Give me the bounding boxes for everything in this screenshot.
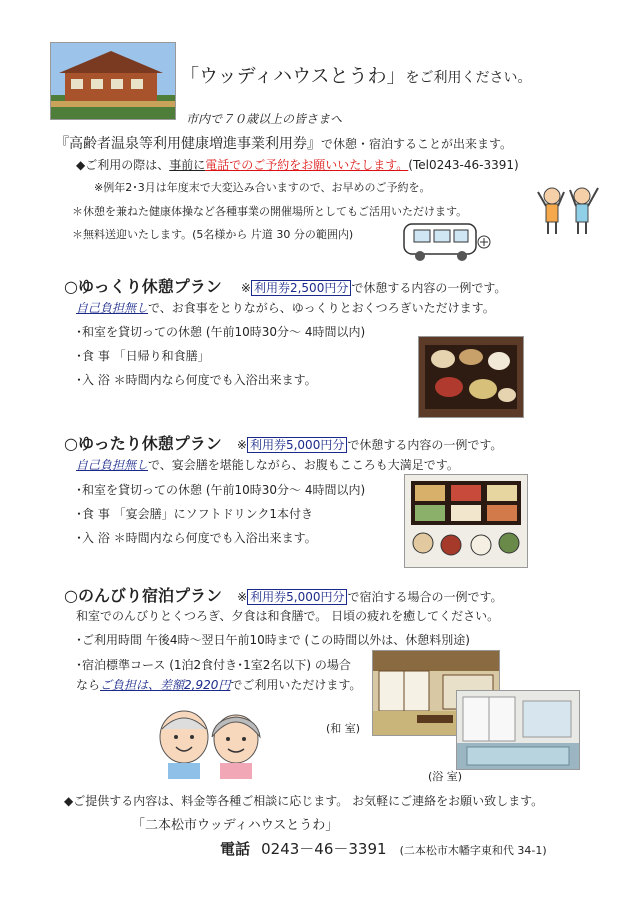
plan-2-lead [76,458,459,472]
plan-2-lead-rest: で、宴会膳を堪能しながら、お腹もこころも大満足です。 [148,458,459,472]
plan-2-header [64,431,502,454]
plan-3-header [64,583,503,606]
plan-1-ticket-value: 利用券2,500円分 [251,280,351,296]
plan-2-item: ･入 浴 ＊時間内なら何度でも入浴出来ます。 [76,531,317,545]
plan-2-ticket-suffix: で休憩する内容の一例です。 [347,438,503,452]
phone-label: 電話 [220,840,251,858]
plan-3-item: ･ご利用時間 午後4時～翌日午前10時まで (この時間以外は、休憩料別途) [76,633,470,647]
plan-3-cost-suffix: でご利用いただけます。 [230,678,362,692]
facility-name: 「ウッディハウスとうわ」 [180,65,406,87]
plan-1-lead-free: 自己負担無し [76,301,149,315]
busy-season-note: ※例年2･3月は年度末で大変込み合いますので、お早めのご予約を。 [94,181,431,194]
address: (二本松市木幡字東和代 34-1) [399,844,547,857]
plan-3-item: ･宿泊標準コース (1泊2食付き･1室2名以下) の場合 [76,658,351,672]
plan-2-item: ･食 事 「宴会膳」にソフトドリンク1本付き [76,507,314,521]
plan-3-lead: 和室でのんびりとくつろぎ、夕食は和食膳で。 日頃の疲れを癒してください。 [76,609,500,623]
ticket-name: 『高齢者温泉等利用健康増進事業利用券』 [55,136,321,152]
event-venue-note: ＊休憩を兼ねた健康体操など各種事業の開催場所としてもご活用いただけます。 [72,205,468,218]
plan-2-ticket-prefix: ※ [236,438,247,452]
plan-1-lead [76,301,495,315]
banquet-set-photo [404,474,528,568]
plan-1-item: ･食 事 「日帰り和食膳」 [76,349,210,363]
page-title [180,61,532,88]
plan-2-item: ･和室を貸切っての休憩 (午前10時30分～ 4時間以内) [76,483,366,497]
note-tel: (Tel0243-46-3391) [408,158,519,172]
plan-3-title: ○のんびり宿泊プラン [64,586,222,605]
building-photo [50,42,176,120]
footer-facility: 「二本松市ウッディハウスとうわ」 [132,818,339,833]
plan-3-cost [76,678,361,692]
audience-line: 市内で７０歳以上の皆さまへ [186,112,343,126]
plan-1-ticket-suffix: で休憩する内容の一例です。 [351,281,507,295]
elderly-couple-illustration [148,707,272,779]
plan-2-ticket-value: 利用券5,000円分 [247,437,347,453]
plan-2-lead-free: 自己負担無し [76,458,149,472]
phone-number: 0243－46－3391 [261,840,387,858]
bathroom-photo [456,690,580,770]
plan-1-ticket-prefix: ※ [240,281,251,295]
title-suffix: をご利用ください。 [405,70,532,86]
footer-note: ◆ご提供する内容は、料金等各種ご相談に応じます。 お気軽にご連絡をお願い致します。 [64,794,544,808]
footer-contact [220,838,547,859]
plan-3-ticket-prefix: ※ [237,590,248,604]
plan-3-cost-prefix: なら [76,678,101,692]
exercise-illustration [534,176,604,236]
ticket-suffix: で休憩・宿泊することが出来ます。 [321,137,513,151]
lunch-set-photo [418,336,524,418]
plan-3-ticket-value: 利用券5,000円分 [247,589,347,605]
plan-2-title: ○ゆったり休憩プラン [64,434,222,453]
plan-1-lead-rest: で、お食事をとりながら、ゆっくりとおくつろぎいただけます。 [148,301,495,315]
washitsu-caption: (和 室) [326,722,361,735]
reservation-note [76,158,519,172]
shuttle-note: ＊無料送迎いたします。(5名様から 片道 30 分の範囲内) [72,228,354,241]
plan-3-cost-value: ご負担は、差額2,920円 [100,678,231,692]
note-advance: 事前に [169,158,206,172]
plan-1-item: ･和室を貸切っての休憩 (午前10時30分～ 4時間以内) [76,325,366,339]
shuttle-van-illustration [400,218,492,264]
plan-1-item: ･入 浴 ＊時間内なら何度でも入浴出来ます。 [76,373,317,387]
plan-3-ticket-suffix: で宿泊する場合の一例です。 [347,590,503,604]
plan-1-header [64,274,506,297]
note-phone-reservation: 電話でのご予約をお願いいたします。 [205,158,409,172]
yokushitsu-caption: (浴 室) [428,770,463,783]
note-prefix: ◆ご利用の際は、 [76,158,170,172]
plan-1-title: ○ゆっくり休憩プラン [64,277,222,296]
ticket-line [55,133,512,153]
